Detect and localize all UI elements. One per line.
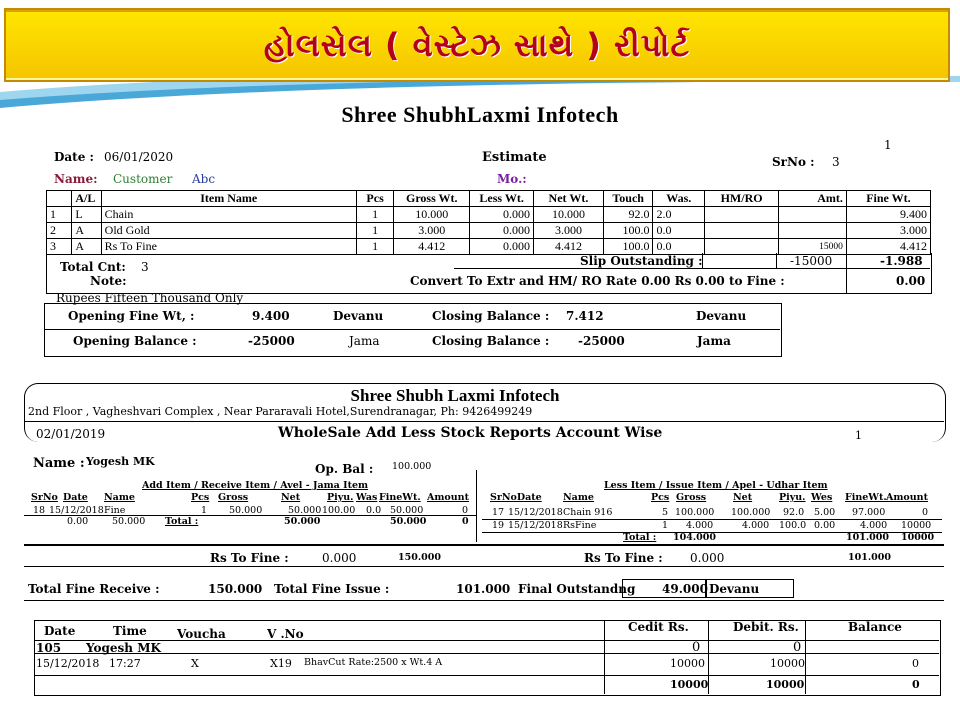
row-hm	[705, 207, 779, 223]
divider	[24, 566, 944, 567]
estimate-srno: 3	[832, 155, 840, 169]
right-col-piyu: Piyu.	[779, 492, 806, 503]
divider	[604, 620, 605, 694]
row-touch: 100.0	[603, 239, 653, 255]
divider	[805, 620, 806, 694]
col-less: Less Wt.	[470, 191, 534, 207]
left-row-name: Fine	[104, 505, 126, 516]
right-col-net: Net	[733, 492, 753, 503]
right-col-name: Name	[563, 492, 594, 503]
right-total-amount: 10000	[901, 532, 935, 543]
right-row-srno: 17	[492, 507, 505, 518]
left-total-amount: 0	[462, 516, 469, 527]
table-row	[47, 207, 931, 223]
ledger-row-voucha: X	[191, 657, 199, 670]
row-fine: 3.000	[846, 223, 930, 239]
total-fine-receive-label: Total Fine Receive :	[28, 582, 160, 596]
total-count: 3	[141, 260, 149, 274]
right-row-pcs: 5	[662, 507, 669, 518]
row-no: 1	[47, 207, 72, 223]
ledger-total-debit: 10000	[766, 678, 805, 691]
divider	[846, 253, 847, 293]
row-touch: 100.0	[603, 223, 653, 239]
closing-fine-value: 7.412	[566, 309, 604, 323]
row-item: Old Gold	[101, 223, 356, 239]
row-amt	[779, 207, 847, 223]
left-row-srno: 18	[33, 505, 46, 516]
ledger-opening-credit: 0	[692, 640, 701, 655]
row-was: 0.0	[653, 223, 705, 239]
row-no: 2	[47, 223, 72, 239]
convert-to-fine-value: 0.00	[896, 274, 926, 288]
right-row-net: 4.000	[742, 520, 770, 531]
ledger-col-credit: Cedit Rs.	[628, 620, 689, 634]
opening-balance-label: Opening Balance :	[73, 334, 197, 348]
closing-balance-label: Closing Balance :	[432, 334, 550, 348]
right-row-name: RsFine	[563, 520, 597, 531]
estimate-date: 06/01/2020	[104, 150, 174, 164]
amount-in-words: Rupees Fifteen Thousand Only	[56, 291, 244, 305]
left-col-pcs: Pcs	[191, 492, 210, 503]
right-total-gross: 104.000	[673, 532, 716, 543]
closing-balance-type: Jama	[697, 334, 731, 348]
right-col-srnodate: SrNoDate	[490, 492, 542, 503]
left-rs-to-fine-total: 150.000	[398, 552, 441, 563]
note-label: Note:	[90, 274, 127, 288]
row-less: 0.000	[470, 239, 534, 255]
total-count-label: Total Cnt:	[60, 260, 126, 274]
final-outstanding-type: Devanu	[709, 582, 760, 596]
left-rs-to-fine-value: 0.000	[322, 551, 357, 565]
col-touch: Touch	[603, 191, 653, 207]
total-fine-issue-value: 101.000	[456, 582, 511, 596]
row-al: A	[72, 223, 101, 239]
divider	[24, 600, 944, 601]
estimate-doc-title: Estimate	[482, 150, 547, 165]
col-srno	[47, 191, 72, 207]
estimate-srno-label: SrNo :	[772, 155, 815, 169]
less-items-heading: Less Item / Issue Item / Apel - Udhar Item	[604, 480, 828, 491]
left-col-name: Name	[104, 492, 135, 503]
left-col-fine: FineWt.	[379, 492, 421, 503]
right-row-name: Chain 916	[563, 507, 613, 518]
ledger-account-no: 105	[36, 641, 62, 655]
ledger-opening-debit: 0	[793, 640, 802, 655]
row-no: 3	[47, 239, 72, 255]
right-row-fine: 97.000	[852, 507, 886, 518]
right-total-fine: 101.000	[846, 532, 889, 543]
ledger-total-credit: 10000	[670, 678, 709, 691]
opening-balance-value: -25000	[248, 334, 295, 348]
row-item: Chain	[101, 207, 356, 223]
slip-outstanding-fine: -1.988	[880, 254, 923, 268]
row-al: L	[72, 207, 101, 223]
row-gross: 3.000	[394, 223, 470, 239]
ledger-row-vno: X19	[270, 657, 292, 670]
left-col-amount: Amount	[427, 492, 469, 503]
divider	[454, 268, 930, 269]
ledger-account-name: Yogesh MK	[86, 641, 161, 655]
opening-balance-type: Jama	[349, 334, 380, 348]
closing-balance-value: -25000	[578, 334, 625, 348]
left-col-srno: SrNo	[31, 492, 58, 503]
right-rs-to-fine-value: 0.000	[690, 551, 725, 565]
right-col-pcs: Pcs	[651, 492, 670, 503]
estimate-customer-name: Customer	[113, 172, 173, 186]
left-row2-value-b: 50.000	[112, 516, 146, 527]
col-amt: Amt.	[779, 191, 847, 207]
right-row-gross: 100.000	[675, 507, 715, 518]
wholesale-page-number: 1	[855, 429, 862, 442]
left-row-gross: 50.000	[229, 505, 263, 516]
row-gross: 10.000	[394, 207, 470, 223]
left-total-net: 50.000	[284, 516, 321, 527]
col-pcs: Pcs	[356, 191, 393, 207]
ledger-col-balance: Balance	[848, 620, 902, 634]
left-rs-to-fine-label: Rs To Fine :	[210, 551, 289, 565]
divider	[24, 421, 944, 422]
col-was: Was.	[653, 191, 705, 207]
left-row-fine: 50.000	[390, 505, 424, 516]
estimate-name-label: Name:	[54, 172, 98, 186]
right-row-gross: 4.000	[686, 520, 714, 531]
ledger-col-voucha: Voucha	[177, 627, 226, 641]
slip-outstanding-label: Slip Outstanding :	[580, 254, 703, 268]
row-hm	[705, 223, 779, 239]
divider	[24, 544, 944, 546]
ledger-col-time: Time	[113, 624, 147, 638]
ledger-row-date: 15/12/2018	[36, 657, 100, 670]
row-touch: 92.0	[603, 207, 653, 223]
estimate-date-label: Date :	[54, 150, 94, 164]
left-row-pcs: 1	[201, 505, 208, 516]
row-gross: 4.412	[394, 239, 470, 255]
table-header-row	[47, 191, 931, 207]
divider	[34, 640, 939, 641]
wholesale-company-name: Shree Shubh Laxmi Infotech	[350, 386, 560, 405]
row-net: 4.412	[534, 239, 604, 255]
left-col-net: Net	[281, 492, 301, 503]
closing-fine-type: Devanu	[696, 309, 747, 323]
right-col-gross: Gross	[676, 492, 707, 503]
row-fine: 9.400	[846, 207, 930, 223]
row-amt	[779, 223, 847, 239]
row-amt: 15000	[779, 239, 847, 255]
divider	[34, 653, 939, 654]
left-col-was: Was	[356, 492, 378, 503]
col-hmro: HM/RO	[705, 191, 779, 207]
ledger-col-vno: V .No	[267, 627, 304, 641]
ledger-row-debit: 10000	[770, 657, 805, 670]
ledger-row-balance: 0	[912, 657, 919, 670]
right-row-piyu: 100.0	[779, 520, 807, 531]
row-item: Rs To Fine	[101, 239, 356, 255]
divider	[44, 329, 780, 330]
col-item-name: Item Name	[101, 191, 356, 207]
add-items-heading: Add Item / Receive Item / Avel - Jama Item	[142, 480, 369, 491]
estimate-customer-name2: Abc	[192, 172, 216, 186]
right-rs-to-fine-total: 101.000	[848, 552, 891, 563]
left-row-net: 50.000	[288, 505, 322, 516]
ledger-total-balance: 0	[912, 678, 920, 691]
right-col-amount: Amount	[886, 492, 928, 503]
right-row-srno: 19	[492, 520, 505, 531]
estimate-items-table	[46, 190, 931, 255]
final-outstanding-value: 49.000	[662, 582, 708, 596]
row-net: 10.000	[534, 207, 604, 223]
final-outstanding-label: Final Outstandng	[518, 582, 636, 596]
right-row-amount: 0	[922, 507, 929, 518]
ledger-row-time: 17:27	[109, 657, 141, 670]
right-row-amount: 10000	[901, 520, 932, 531]
ledger-row-description: BhavCut Rate:2500 x Wt.4 A	[304, 657, 443, 668]
right-row-date: 15/12/2018	[508, 520, 563, 531]
right-row-fine: 4.000	[860, 520, 888, 531]
left-row2-value-a: 0.00	[67, 516, 89, 527]
row-was: 2.0	[653, 207, 705, 223]
banner-title: હોલસેલ ( વેસ્ટેઝ સાથે ) રીપોર્ટ	[263, 26, 691, 64]
left-total-label: Total :	[165, 516, 199, 527]
left-col-piyu: Piyu.	[327, 492, 354, 503]
opening-fine-label: Opening Fine Wt, :	[68, 309, 195, 323]
divider	[34, 675, 939, 676]
closing-fine-label: Closing Balance :	[432, 309, 550, 323]
row-less: 0.000	[470, 207, 534, 223]
estimate-mobile-label: Mo.:	[497, 172, 527, 186]
wholesale-name-label: Name :	[33, 456, 85, 471]
row-less: 0.000	[470, 223, 534, 239]
right-row-date: 15/12/2018	[508, 507, 563, 518]
divider	[776, 253, 777, 268]
right-col-wes: Wes	[811, 492, 833, 503]
estimate-company-name: Shree ShubhLaxmi Infotech	[341, 102, 619, 127]
opening-fine-type: Devanu	[333, 309, 384, 323]
ledger-row-credit: 10000	[670, 657, 705, 670]
table-row	[47, 223, 931, 239]
row-was: 0.0	[653, 239, 705, 255]
wholesale-report-title: WholeSale Add Less Stock Reports Account Wise	[278, 425, 663, 441]
ledger-col-date: Date	[44, 624, 76, 638]
row-pcs: 1	[356, 223, 393, 239]
wholesale-customer-name: Yogesh MK	[86, 455, 155, 468]
right-col-fine: FineWt.	[845, 492, 887, 503]
right-total-label: Total :	[623, 532, 657, 543]
col-al: A/L	[72, 191, 101, 207]
wholesale-date: 02/01/2019	[36, 427, 106, 441]
left-col-date: Date	[63, 492, 88, 503]
col-net: Net Wt.	[534, 191, 604, 207]
right-row-piyu: 92.0	[783, 507, 805, 518]
left-row-piyu: 100.00	[322, 505, 356, 516]
right-row-pcs: 1	[662, 520, 669, 531]
opening-balance-label: Op. Bal :	[315, 462, 374, 476]
opening-fine-value: 9.400	[252, 309, 290, 323]
total-fine-issue-label: Total Fine Issue :	[274, 582, 390, 596]
title-banner	[4, 8, 950, 82]
row-pcs: 1	[356, 207, 393, 223]
right-row-wes: 5.00	[814, 507, 836, 518]
left-total-fine: 50.000	[390, 516, 427, 527]
row-al: A	[72, 239, 101, 255]
right-row-wes: 0.00	[814, 520, 836, 531]
row-fine: 4.412	[846, 239, 930, 255]
estimate-page-number: 1	[884, 138, 892, 152]
slip-outstanding-amount: -15000	[790, 254, 833, 268]
row-pcs: 1	[356, 239, 393, 255]
right-row-net: 100.000	[731, 507, 771, 518]
left-col-gross: Gross	[218, 492, 249, 503]
right-rs-to-fine-label: Rs To Fine :	[584, 551, 663, 565]
col-gross: Gross Wt.	[394, 191, 470, 207]
wholesale-address: 2nd Floor , Vagheshvari Complex , Near Pararavali Hotel,Surendranagar, Ph: 9426499249	[28, 405, 533, 418]
opening-balance-value: 100.000	[392, 461, 432, 472]
row-net: 3.000	[534, 223, 604, 239]
col-fine: Fine Wt.	[846, 191, 930, 207]
total-fine-receive-value: 150.000	[208, 582, 263, 596]
left-row-date: 15/12/2018	[49, 505, 104, 516]
section-divider	[476, 470, 477, 542]
ledger-col-debit: Debit. Rs.	[733, 620, 799, 634]
left-row-was: 0.0	[366, 505, 382, 516]
left-row-amount: 0	[462, 505, 469, 516]
convert-to-fine-text: Convert To Extr and HM/ RO Rate 0.00 Rs 0.00 to Fine :	[410, 274, 785, 288]
